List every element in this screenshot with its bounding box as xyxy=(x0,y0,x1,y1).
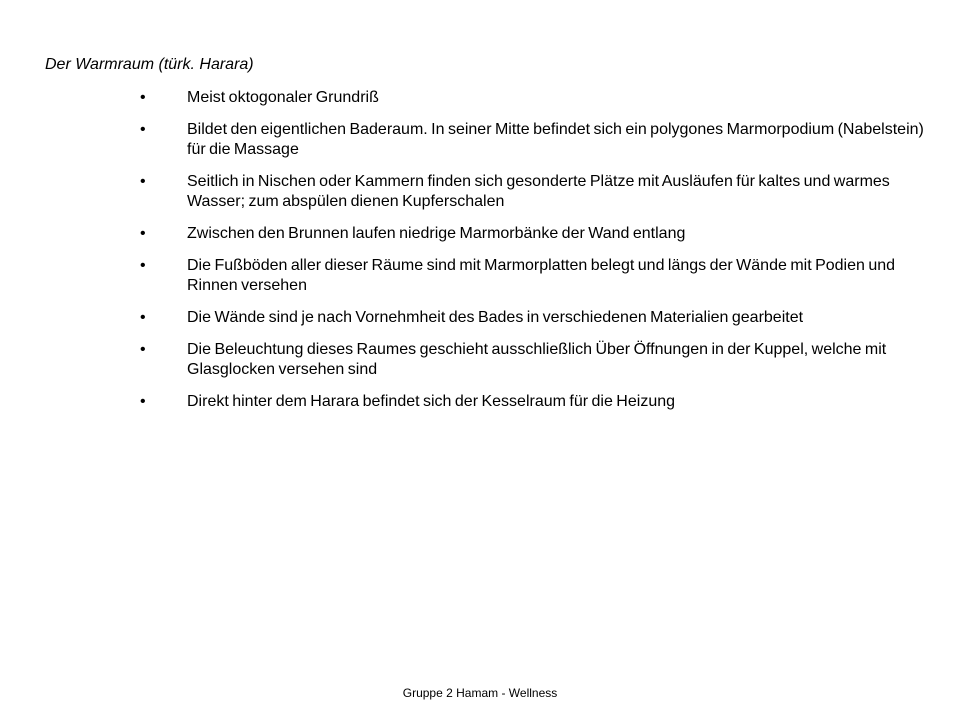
bullet-item xyxy=(0,340,960,380)
bullet-list xyxy=(0,88,960,424)
bullet-item xyxy=(0,88,960,108)
bullet-icon: • xyxy=(140,225,146,242)
bullet-text: Zwischen den Brunnen laufen niedrige Marmorbänke der Wand entlang xyxy=(187,225,686,242)
bullet-item xyxy=(0,308,960,328)
bullet-text: Die Fußböden aller dieser Räume sind mit Marmorplatten belegt und längs der Wände mit Podien und Rinnen versehen xyxy=(187,257,896,294)
bullet-icon: • xyxy=(140,89,146,106)
bullet-item xyxy=(0,392,960,412)
bullet-text: Direkt hinter dem Harara befindet sich der Kesselraum für die Heizung xyxy=(187,393,676,410)
bullet-text: Meist oktogonaler Grundriß xyxy=(187,89,379,106)
bullet-icon: • xyxy=(140,393,146,410)
bullet-text: Seitlich in Nischen oder Kammern finden sich gesonderte Plätze mit Ausläufen für kaltes und warmes Wasser; zum abspülen dienen Kupferschalen xyxy=(187,173,890,210)
bullet-icon: • xyxy=(140,309,146,326)
bullet-text: Die Beleuchtung dieses Raumes geschieht ausschließlich Über Öffnungen in der Kuppel, welche mit Glasglocken versehen sind xyxy=(187,341,887,378)
bullet-icon: • xyxy=(140,121,146,138)
slide-footer: Gruppe 2 Hamam - Wellness xyxy=(402,686,558,700)
bullet-icon: • xyxy=(140,341,146,358)
bullet-icon: • xyxy=(140,257,146,274)
bullet-item xyxy=(0,120,960,160)
bullet-item xyxy=(0,256,960,296)
bullet-item xyxy=(0,172,960,212)
bullet-text: Die Wände sind je nach Vornehmheit des Bades in verschiedenen Materialien gearbeitet xyxy=(187,309,804,326)
bullet-item xyxy=(0,224,960,244)
slide-heading: Der Warmraum (türk. Harara) xyxy=(45,56,254,73)
bullet-icon: • xyxy=(140,173,146,190)
bullet-text: Bildet den eigentlichen Baderaum. In seiner Mitte befindet sich ein polygones Marmorpodium (Nabelstein) für die Massage xyxy=(187,121,924,158)
